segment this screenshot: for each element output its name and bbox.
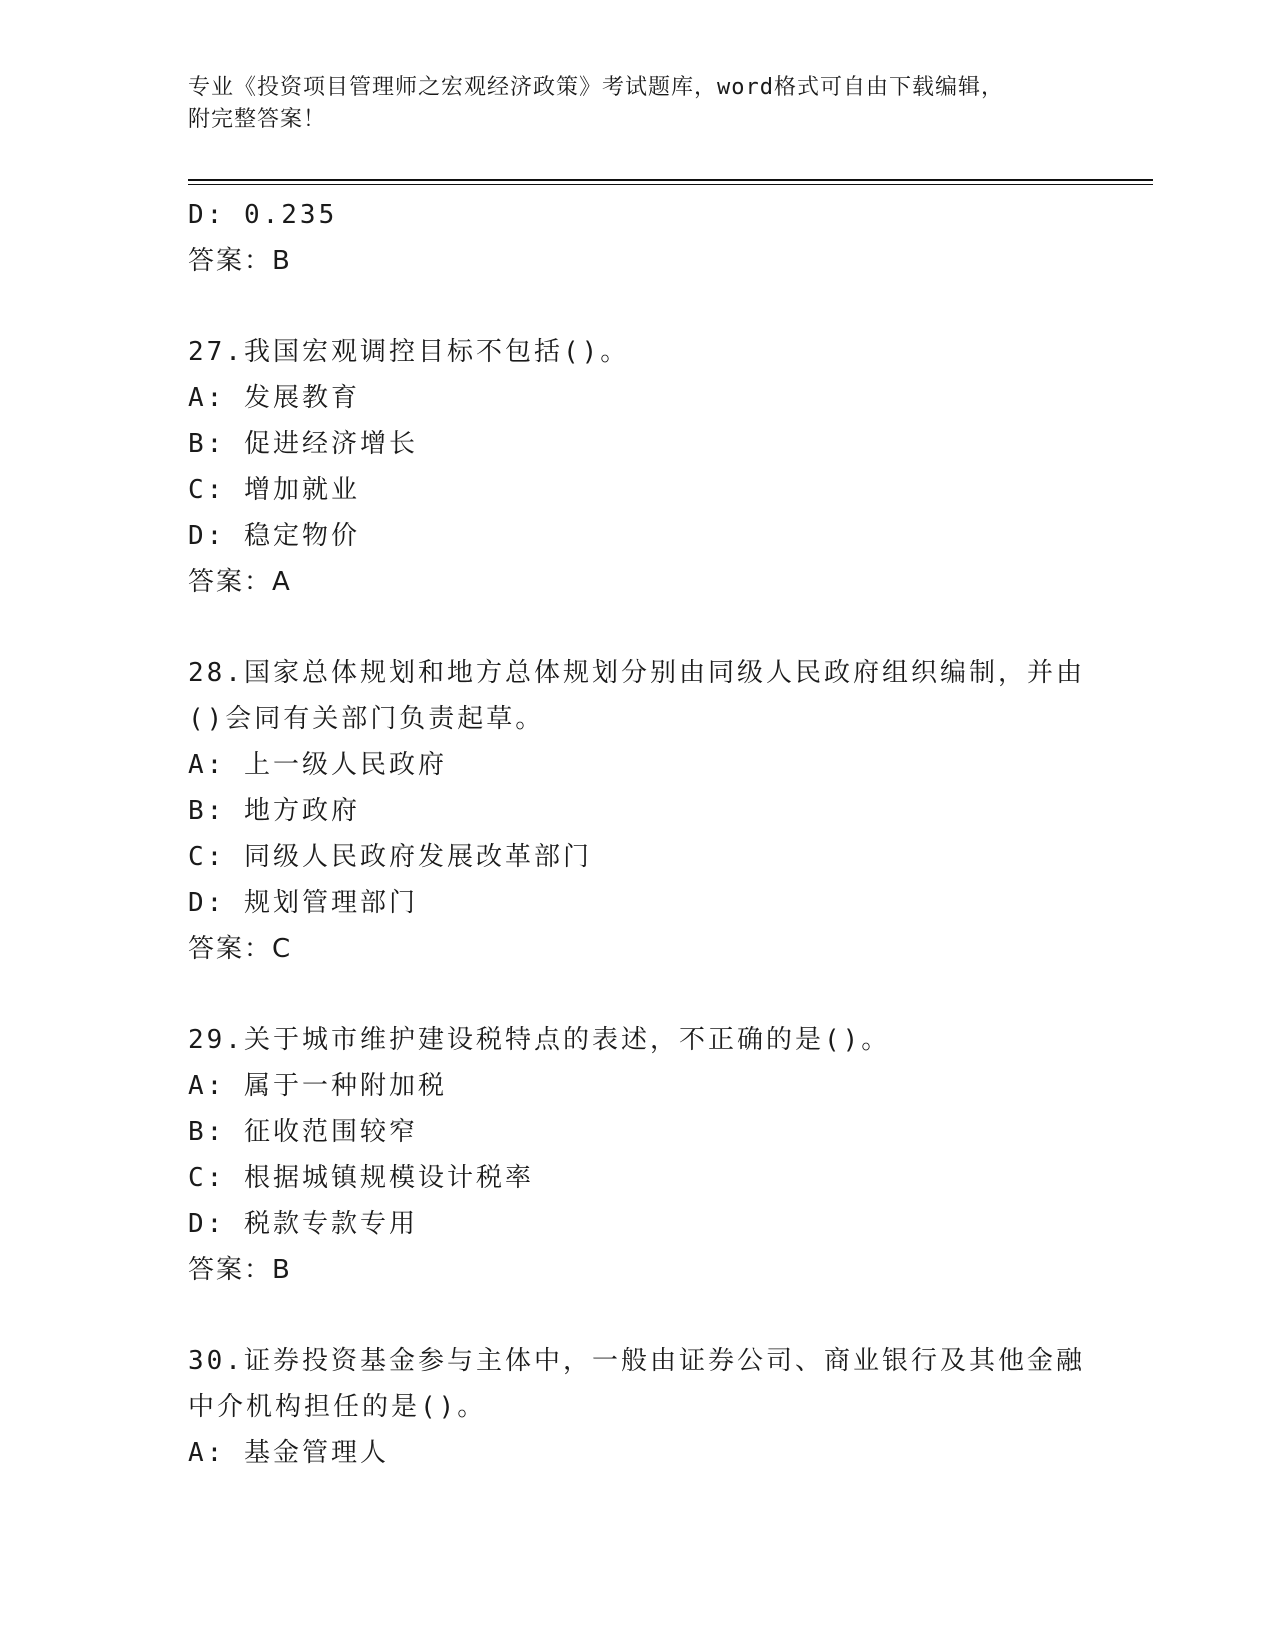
option-b: B: 促进经济增长 bbox=[188, 429, 418, 459]
question-stem: 29.关于城市维护建设税特点的表述，不正确的是()。 bbox=[188, 1025, 891, 1055]
option-a: A: 基金管理人 bbox=[188, 1438, 389, 1468]
option-d: D: 0.235 bbox=[188, 200, 338, 230]
option-d: D: 规划管理部门 bbox=[188, 888, 418, 918]
option-a: A: 属于一种附加税 bbox=[188, 1071, 447, 1101]
option-d: D: 稳定物价 bbox=[188, 521, 360, 551]
question-30 bbox=[188, 1338, 1088, 1476]
answer-line: 答案：B bbox=[188, 246, 292, 276]
header-line-1: 专业《投资项目管理师之宏观经济政策》考试题库，word格式可自由下载编辑， bbox=[188, 75, 1004, 100]
header-divider-thin bbox=[188, 184, 1153, 185]
answer-line: 答案：B bbox=[188, 1255, 292, 1285]
question-stem: 28.国家总体规划和地方总体规划分别由同级人民政府组织编制，并由 bbox=[188, 658, 1085, 688]
option-c: C: 增加就业 bbox=[188, 475, 360, 505]
spacer bbox=[188, 284, 1088, 329]
question-stem: 27.我国宏观调控目标不包括()。 bbox=[188, 337, 630, 367]
spacer bbox=[188, 605, 1088, 650]
document-header bbox=[188, 72, 1068, 136]
option-c: C: 同级人民政府发展改革部门 bbox=[188, 842, 592, 872]
spacer bbox=[188, 972, 1088, 1017]
header-line-2: 附完整答案！ bbox=[188, 107, 327, 132]
option-a: A: 发展教育 bbox=[188, 383, 360, 413]
option-b: B: 征收范围较窄 bbox=[188, 1117, 418, 1147]
answer-line: 答案：C bbox=[188, 934, 293, 964]
spacer bbox=[188, 1293, 1088, 1338]
answer-line: 答案：A bbox=[188, 567, 292, 597]
question-stem-continued: ()会同有关部门负责起草。 bbox=[188, 704, 545, 734]
question-list bbox=[188, 192, 1088, 1476]
option-c: C: 根据城镇规模设计税率 bbox=[188, 1163, 534, 1193]
question-28 bbox=[188, 650, 1088, 972]
option-a: A: 上一级人民政府 bbox=[188, 750, 447, 780]
question-27 bbox=[188, 329, 1088, 605]
header-divider-thick bbox=[188, 179, 1153, 181]
question-26-tail bbox=[188, 192, 1088, 284]
question-29 bbox=[188, 1017, 1088, 1293]
question-stem: 30.证券投资基金参与主体中，一般由证券公司、商业银行及其他金融 bbox=[188, 1346, 1085, 1376]
question-stem-continued: 中介机构担任的是()。 bbox=[188, 1392, 487, 1422]
option-d: D: 税款专款专用 bbox=[188, 1209, 418, 1239]
option-b: B: 地方政府 bbox=[188, 796, 360, 826]
